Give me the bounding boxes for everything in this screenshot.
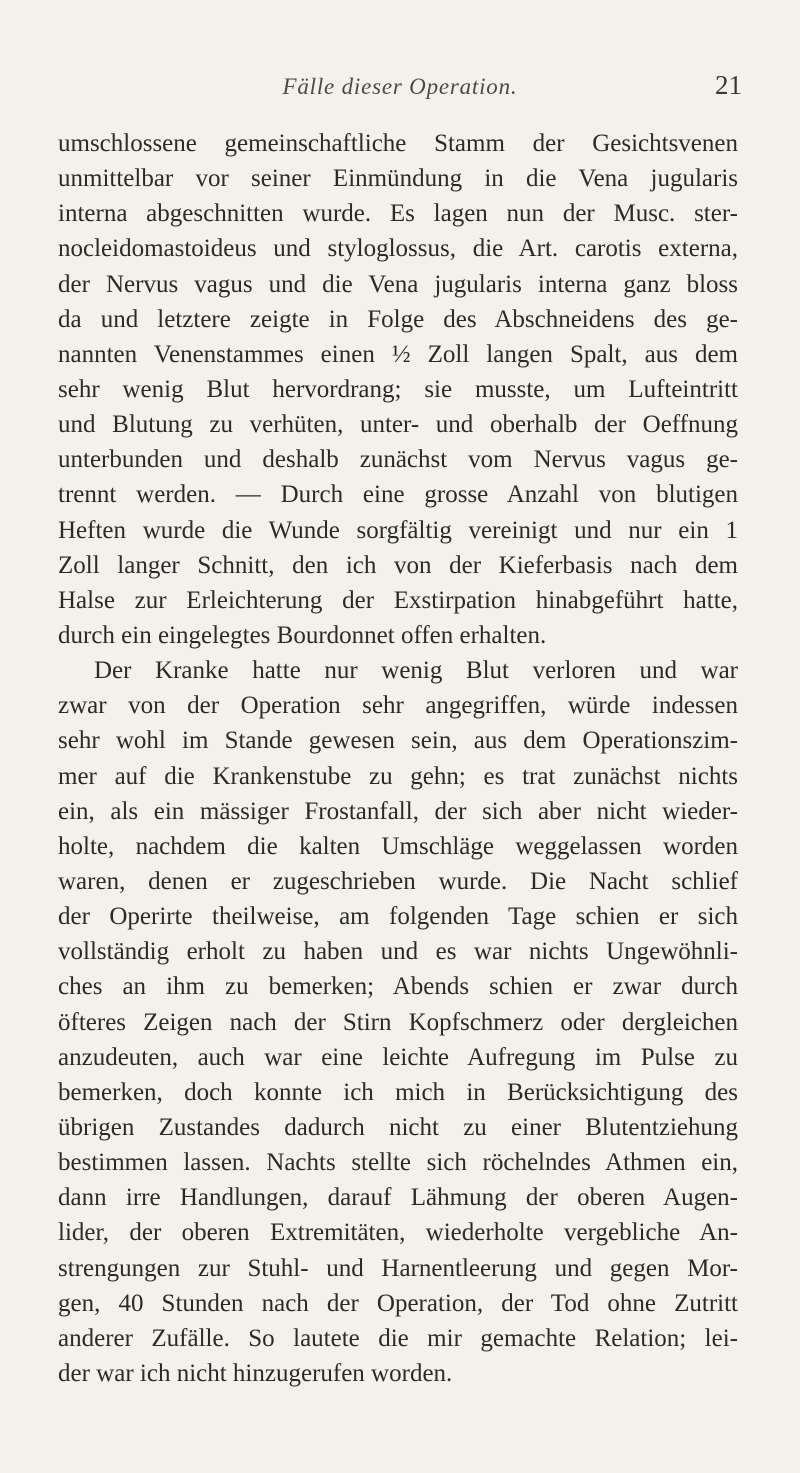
text-line-paragraph-start: Der Kranke hatte nur wenig Blut verloren und war: [94, 657, 738, 685]
page-number: 21: [715, 70, 742, 100]
text-line: zwar von der Operation sehr angegriffen, würde indessen: [58, 692, 738, 720]
text-line: gen, 40 Stunden nach der Operation, der Tod ohne Zutritt: [58, 1289, 738, 1317]
text-line: Zoll langer Schnitt, den ich von der Kieferbasis nach dem: [58, 551, 738, 579]
page-header: [58, 70, 742, 110]
text-line: nocleidomastoideus und styloglossus, die Art. carotis externa,: [58, 235, 738, 263]
text-line: öfteres Zeigen nach der Stirn Kopfschmerz oder dergleichen: [58, 1008, 738, 1036]
text-line-paragraph-end: durch ein eingelegtes Bourdonnet offen erhalten.: [58, 621, 547, 649]
text-line: der Nervus vagus und die Vena jugularis interna ganz bloss: [58, 270, 738, 298]
text-line: anderer Zufälle. So lautete die mir gemachte Relation; lei-: [58, 1324, 738, 1352]
text-line: sehr wenig Blut hervordrang; sie musste, um Lufteintritt: [58, 375, 738, 403]
text-line: umschlossene gemeinschaftliche Stamm der Gesichtsvenen: [58, 130, 738, 157]
text-line: übrigen Zustandes dadurch nicht zu einer Blutentziehung: [58, 1113, 738, 1141]
running-title: Fälle dieser Operation.: [282, 74, 518, 99]
text-line: vollständig erholt zu haben und es war nichts Ungewöhnli-: [58, 938, 738, 966]
text-line: lider, der oberen Extremitäten, wiederholte vergebliche An-: [58, 1219, 738, 1247]
text-line: trennt werden. — Durch eine grosse Anzahl von blutigen: [58, 481, 738, 509]
text-line: strengungen zur Stuhl- und Harnentleerung und gegen Mor-: [58, 1254, 738, 1282]
text-line: anzudeuten, auch war eine leichte Aufregung im Pulse zu: [58, 1043, 738, 1071]
text-line: der Operirte theilweise, am folgenden Tage schien er sich: [58, 903, 738, 931]
text-line: unterbunden und deshalb zunächst vom Nervus vagus ge-: [58, 446, 738, 474]
text-line: Halse zur Erleichterung der Exstirpation hinabgeführt hatte,: [58, 586, 738, 614]
text-line: ches an ihm zu bemerken; Abends schien er zwar durch: [58, 973, 738, 1001]
text-line: Heften wurde die Wunde sorgfältig vereinigt und nur ein 1: [58, 516, 738, 544]
text-line: unmittelbar vor seiner Einmündung in die Vena jugularis: [58, 165, 738, 193]
text-line: bestimmen lassen. Nachts stellte sich röchelndes Athmen ein,: [58, 1149, 738, 1177]
text-line: nannten Venenstammes einen ½ Zoll langen Spalt, aus dem: [58, 340, 738, 368]
text-line: und Blutung zu verhüten, unter- und oberhalb der Oeffnung: [58, 411, 738, 439]
text-line: bemerken, doch konnte ich mich in Berücksichtigung des: [58, 1078, 738, 1106]
text-line: ein, als ein mässiger Frostanfall, der sich aber nicht wieder-: [58, 797, 738, 825]
text-line: da und letztere zeigte in Folge des Abschneidens des ge-: [58, 305, 738, 333]
text-line: sehr wohl im Stande gewesen sein, aus dem Operationszim-: [58, 727, 738, 755]
text-line: holte, nachdem die kalten Umschläge weggelassen worden: [58, 832, 738, 860]
text-line: mer auf die Krankenstube zu gehn; es trat zunächst nichts: [58, 762, 738, 790]
text-line: interna abgeschnitten wurde. Es lagen nun der Musc. ster-: [58, 200, 738, 228]
text-line: dann irre Handlungen, darauf Lähmung der oberen Augen-: [58, 1184, 738, 1212]
text-line-paragraph-end: der war ich nicht hinzugerufen worden.: [58, 1359, 453, 1387]
body-text: [58, 126, 738, 1391]
text-line: waren, denen er zugeschrieben wurde. Die Nacht schlief: [58, 867, 738, 895]
